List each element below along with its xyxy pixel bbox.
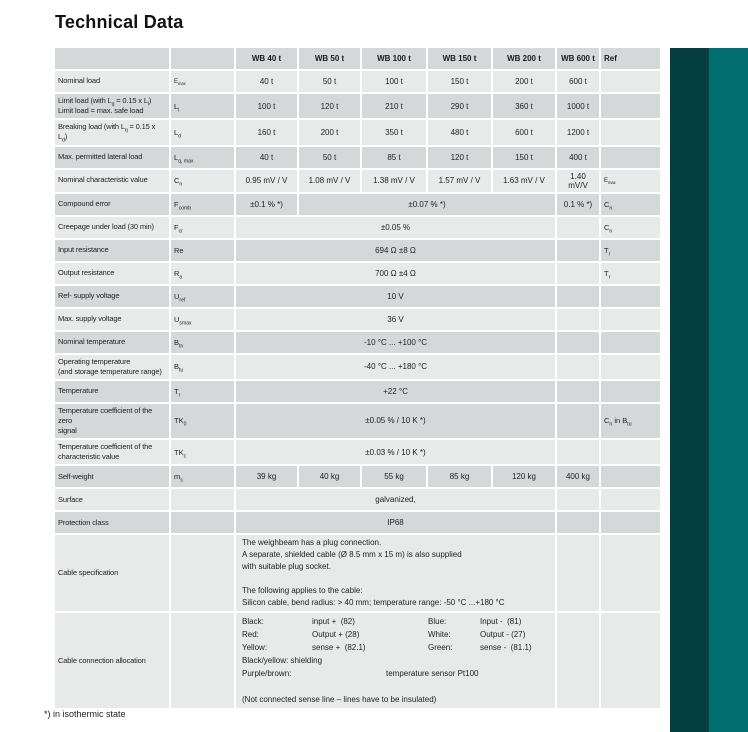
value-cell: [556, 380, 600, 403]
table-header-row: [55, 48, 661, 70]
allocation-line: [242, 693, 552, 706]
column-header: WB 150 t: [427, 48, 492, 70]
table-row: [55, 612, 661, 709]
table-row: [55, 439, 661, 465]
param-cell: Cable specification: [55, 534, 170, 612]
column-header: WB 100 t: [361, 48, 427, 70]
value-cell: 85 t: [361, 146, 427, 169]
value-cell: 50 t: [298, 146, 361, 169]
table-row: [55, 193, 661, 216]
value-cell: -40 °C ... +180 °C: [235, 354, 556, 380]
symbol-cell: $T_r$: [170, 380, 235, 403]
value-cell: 200 t: [298, 119, 361, 145]
ref-cell: $C_n$ in $B_{tu}$: [600, 403, 661, 439]
allocation-line: [242, 667, 552, 680]
symbol-cell: $L_d$: [170, 119, 235, 145]
table-row: [55, 146, 661, 169]
value-cell: 55 kg: [361, 465, 427, 488]
value-cell: 100 t: [361, 70, 427, 93]
value-cell: galvanized,: [235, 488, 556, 511]
allocation-segment: input + (82): [312, 617, 355, 627]
column-header: WB 40 t: [235, 48, 298, 70]
symbol-cell: $R_a$: [170, 262, 235, 285]
footnote: *) in isothermic state: [44, 709, 126, 719]
value-cell: [556, 331, 600, 354]
allocation-segment: White:: [428, 630, 451, 640]
value-cell: 360 t: [492, 93, 556, 119]
ref-cell: $E_{max}$: [600, 169, 661, 193]
sidebar-accent-light: [709, 48, 748, 732]
value-cell: ±0.07 % *): [298, 193, 556, 216]
value-cell: [556, 308, 600, 331]
param-cell: Compound error: [55, 193, 170, 216]
value-cell: 210 t: [361, 93, 427, 119]
table-row: [55, 239, 661, 262]
allocation-segment: Yellow:: [242, 643, 268, 653]
value-cell: [235, 612, 556, 709]
allocation-segment: sense + (82.1): [312, 643, 366, 653]
value-cell: 36 V: [235, 308, 556, 331]
value-cell: [556, 403, 600, 439]
column-header-empty: [170, 48, 235, 70]
value-line: A separate, shielded cable (Ø 8.5 mm x 15 m) is also supplied: [242, 550, 462, 560]
param-cell: Surface: [55, 488, 170, 511]
param-cell: Output resistance: [55, 262, 170, 285]
value-cell: [556, 511, 600, 534]
param-cell: Self-weight: [55, 465, 170, 488]
param-cell: Operating temperature (and storage temperature range): [55, 354, 170, 380]
allocation-segment: Purple/brown:: [242, 669, 292, 679]
symbol-cell: $U_{ref}$: [170, 285, 235, 308]
table-row: [55, 534, 661, 612]
value-cell: 39 kg: [235, 465, 298, 488]
table-row: [55, 169, 661, 193]
allocation-segment: Black/yellow: shielding: [242, 656, 323, 666]
ref-cell: [600, 354, 661, 380]
symbol-cell: $F_{cr}$: [170, 216, 235, 239]
symbol-cell: [170, 488, 235, 511]
ref-cell: [600, 465, 661, 488]
param-cell: Limit load (with $L_q = 0.15$ x $L_l$) Limit load = max. safe load: [55, 93, 170, 119]
ref-cell: [600, 285, 661, 308]
param-cell: Max. supply voltage: [55, 308, 170, 331]
value-cell: 120 t: [427, 146, 492, 169]
value-cell: 50 t: [298, 70, 361, 93]
value-cell: 160 t: [235, 119, 298, 145]
table-row: [55, 380, 661, 403]
value-cell: [235, 534, 556, 612]
allocation-segment: Black:: [242, 617, 264, 627]
table-row: [55, 403, 661, 439]
value-cell: 40 t: [235, 70, 298, 93]
table-row: [55, 285, 661, 308]
symbol-cell: $L_l$: [170, 93, 235, 119]
value-cell: 40 kg: [298, 465, 361, 488]
param-cell: Input resistance: [55, 239, 170, 262]
ref-cell: [600, 146, 661, 169]
column-header: WB 50 t: [298, 48, 361, 70]
allocation-segment: temperature sensor Pt100: [386, 669, 479, 679]
value-cell: 694 Ω ±8 Ω: [235, 239, 556, 262]
column-header: WB 200 t: [492, 48, 556, 70]
table-body: [55, 70, 661, 709]
allocation-line: [242, 654, 552, 667]
symbol-cell: $U_{smax}$: [170, 308, 235, 331]
value-cell: [556, 488, 600, 511]
allocation-segment: (Not connected sense line – lines have to be insulated): [242, 695, 437, 705]
value-cell: [556, 439, 600, 465]
allocation-segment: Input - (81): [480, 617, 522, 627]
param-cell: Cable connection allocation: [55, 612, 170, 709]
ref-cell: [600, 380, 661, 403]
value-cell: 480 t: [427, 119, 492, 145]
ref-cell: [600, 534, 661, 612]
param-cell: Nominal characteristic value: [55, 169, 170, 193]
ref-cell: [600, 511, 661, 534]
value-cell: 10 V: [235, 285, 556, 308]
value-cell: [556, 285, 600, 308]
table-head: [55, 48, 661, 70]
table-row: [55, 119, 661, 145]
value-cell: [556, 354, 600, 380]
value-cell: ±0.05 % / 10 K *): [235, 403, 556, 439]
param-cell: Breaking load (with $L_q = 0.15$ x $L_d$): [55, 119, 170, 145]
symbol-cell: $B_{tu}$: [170, 354, 235, 380]
value-cell: 400 t: [556, 146, 600, 169]
column-header-empty: [55, 48, 170, 70]
table-row: [55, 216, 661, 239]
technical-data-table: [55, 48, 662, 710]
page-title: Technical Data: [55, 12, 184, 32]
value-cell: 120 t: [298, 93, 361, 119]
allocation-segment: [242, 680, 552, 693]
value-cell: 85 kg: [427, 465, 492, 488]
value-cell: 350 t: [361, 119, 427, 145]
symbol-cell: [170, 511, 235, 534]
value-line: Silicon cable, bend radius: > 40 mm; temperature range: -50 °C ...+180 °C: [242, 598, 505, 608]
ref-cell: [600, 119, 661, 145]
value-cell: 0.95 mV / V: [235, 169, 298, 193]
value-cell: 100 t: [235, 93, 298, 119]
allocation-segment: Blue:: [428, 617, 447, 627]
table-row: [55, 262, 661, 285]
value-cell: ±0.05 %: [235, 216, 556, 239]
symbol-cell: $L_{q, max}$: [170, 146, 235, 169]
param-cell: Creepage under load (30 min): [55, 216, 170, 239]
value-cell: 400 kg: [556, 465, 600, 488]
table-row: [55, 70, 661, 93]
table-row: [55, 308, 661, 331]
value-cell: 700 Ω ±4 Ω: [235, 262, 556, 285]
allocation-line: [242, 615, 552, 628]
value-cell: 1.63 mV / V: [492, 169, 556, 193]
value-cell: 600 t: [556, 70, 600, 93]
value-cell: [556, 239, 600, 262]
ref-cell: [600, 488, 661, 511]
value-cell: 1.40 mV/V: [556, 169, 600, 193]
value-line: The weighbeam has a plug connection.: [242, 538, 382, 548]
table-row: [55, 488, 661, 511]
table-row: [55, 465, 661, 488]
ref-cell: $T_r$: [600, 262, 661, 285]
symbol-cell: [170, 612, 235, 709]
value-cell: ±0.1 % *): [235, 193, 298, 216]
value-cell: [556, 262, 600, 285]
ref-cell: [600, 439, 661, 465]
value-cell: 1.57 mV / V: [427, 169, 492, 193]
value-cell: 150 t: [492, 146, 556, 169]
param-cell: Ref- supply voltage: [55, 285, 170, 308]
symbol-cell: $B_{tn}$: [170, 331, 235, 354]
allocation-line: [242, 628, 552, 641]
table-row: [55, 93, 661, 119]
allocation-segment: Output - (27): [480, 630, 526, 640]
value-cell: 1.08 mV / V: [298, 169, 361, 193]
value-cell: 40 t: [235, 146, 298, 169]
column-header: WB 600 t: [556, 48, 600, 70]
value-line: with suitable plug socket.: [242, 562, 331, 572]
param-cell: Temperature coefficient of the zero signal: [55, 403, 170, 439]
ref-cell: $T_r$: [600, 239, 661, 262]
ref-cell: $C_n$: [600, 193, 661, 216]
ref-cell: $C_n$: [600, 216, 661, 239]
allocation-line: [242, 641, 552, 654]
sidebar-accent-dark: [670, 48, 709, 732]
ref-cell: [600, 612, 661, 709]
param-cell: Nominal load: [55, 70, 170, 93]
param-cell: Nominal temperature: [55, 331, 170, 354]
value-cell: -10 °C ... +100 °C: [235, 331, 556, 354]
allocation-segment: Red:: [242, 630, 259, 640]
value-cell: +22 °C: [235, 380, 556, 403]
param-cell: Max. permitted lateral load: [55, 146, 170, 169]
value-cell: [556, 534, 600, 612]
allocation-segment: Green:: [428, 643, 453, 653]
value-line: The following applies to the cable:: [242, 586, 363, 596]
symbol-cell: $m_s$: [170, 465, 235, 488]
ref-cell: [600, 93, 661, 119]
allocation-line: [242, 680, 552, 693]
ref-cell: [600, 308, 661, 331]
value-cell: 200 t: [492, 70, 556, 93]
table-row: [55, 511, 661, 534]
column-header: Ref: [600, 48, 661, 70]
value-cell: [556, 612, 600, 709]
symbol-cell: $C_n$: [170, 169, 235, 193]
value-cell: 120 kg: [492, 465, 556, 488]
symbol-cell: $E_{max}$: [170, 70, 235, 93]
ref-cell: [600, 331, 661, 354]
value-cell: ±0.03 % / 10 K *): [235, 439, 556, 465]
value-cell: 1200 t: [556, 119, 600, 145]
symbol-cell: [170, 534, 235, 612]
value-cell: 1.38 mV / V: [361, 169, 427, 193]
value-cell: 0.1 % *): [556, 193, 600, 216]
value-cell: [556, 216, 600, 239]
value-cell: 290 t: [427, 93, 492, 119]
value-cell: 1000 t: [556, 93, 600, 119]
allocation-segment: sense - (81.1): [480, 643, 532, 653]
symbol-cell: $TK_0$: [170, 403, 235, 439]
value-cell: 600 t: [492, 119, 556, 145]
ref-cell: [600, 70, 661, 93]
symbol-cell: $F_{comb}$: [170, 193, 235, 216]
symbol-cell: $TK_c$: [170, 439, 235, 465]
table-row: [55, 331, 661, 354]
value-line: [242, 573, 552, 585]
table-row: [55, 354, 661, 380]
allocation-segment: Output + (28): [312, 630, 360, 640]
value-cell: IP68: [235, 511, 556, 534]
param-cell: Temperature coefficient of the characteristic value: [55, 439, 170, 465]
param-cell: Protection class: [55, 511, 170, 534]
symbol-cell: Re: [170, 239, 235, 262]
param-cell: Temperature: [55, 380, 170, 403]
value-cell: 150 t: [427, 70, 492, 93]
